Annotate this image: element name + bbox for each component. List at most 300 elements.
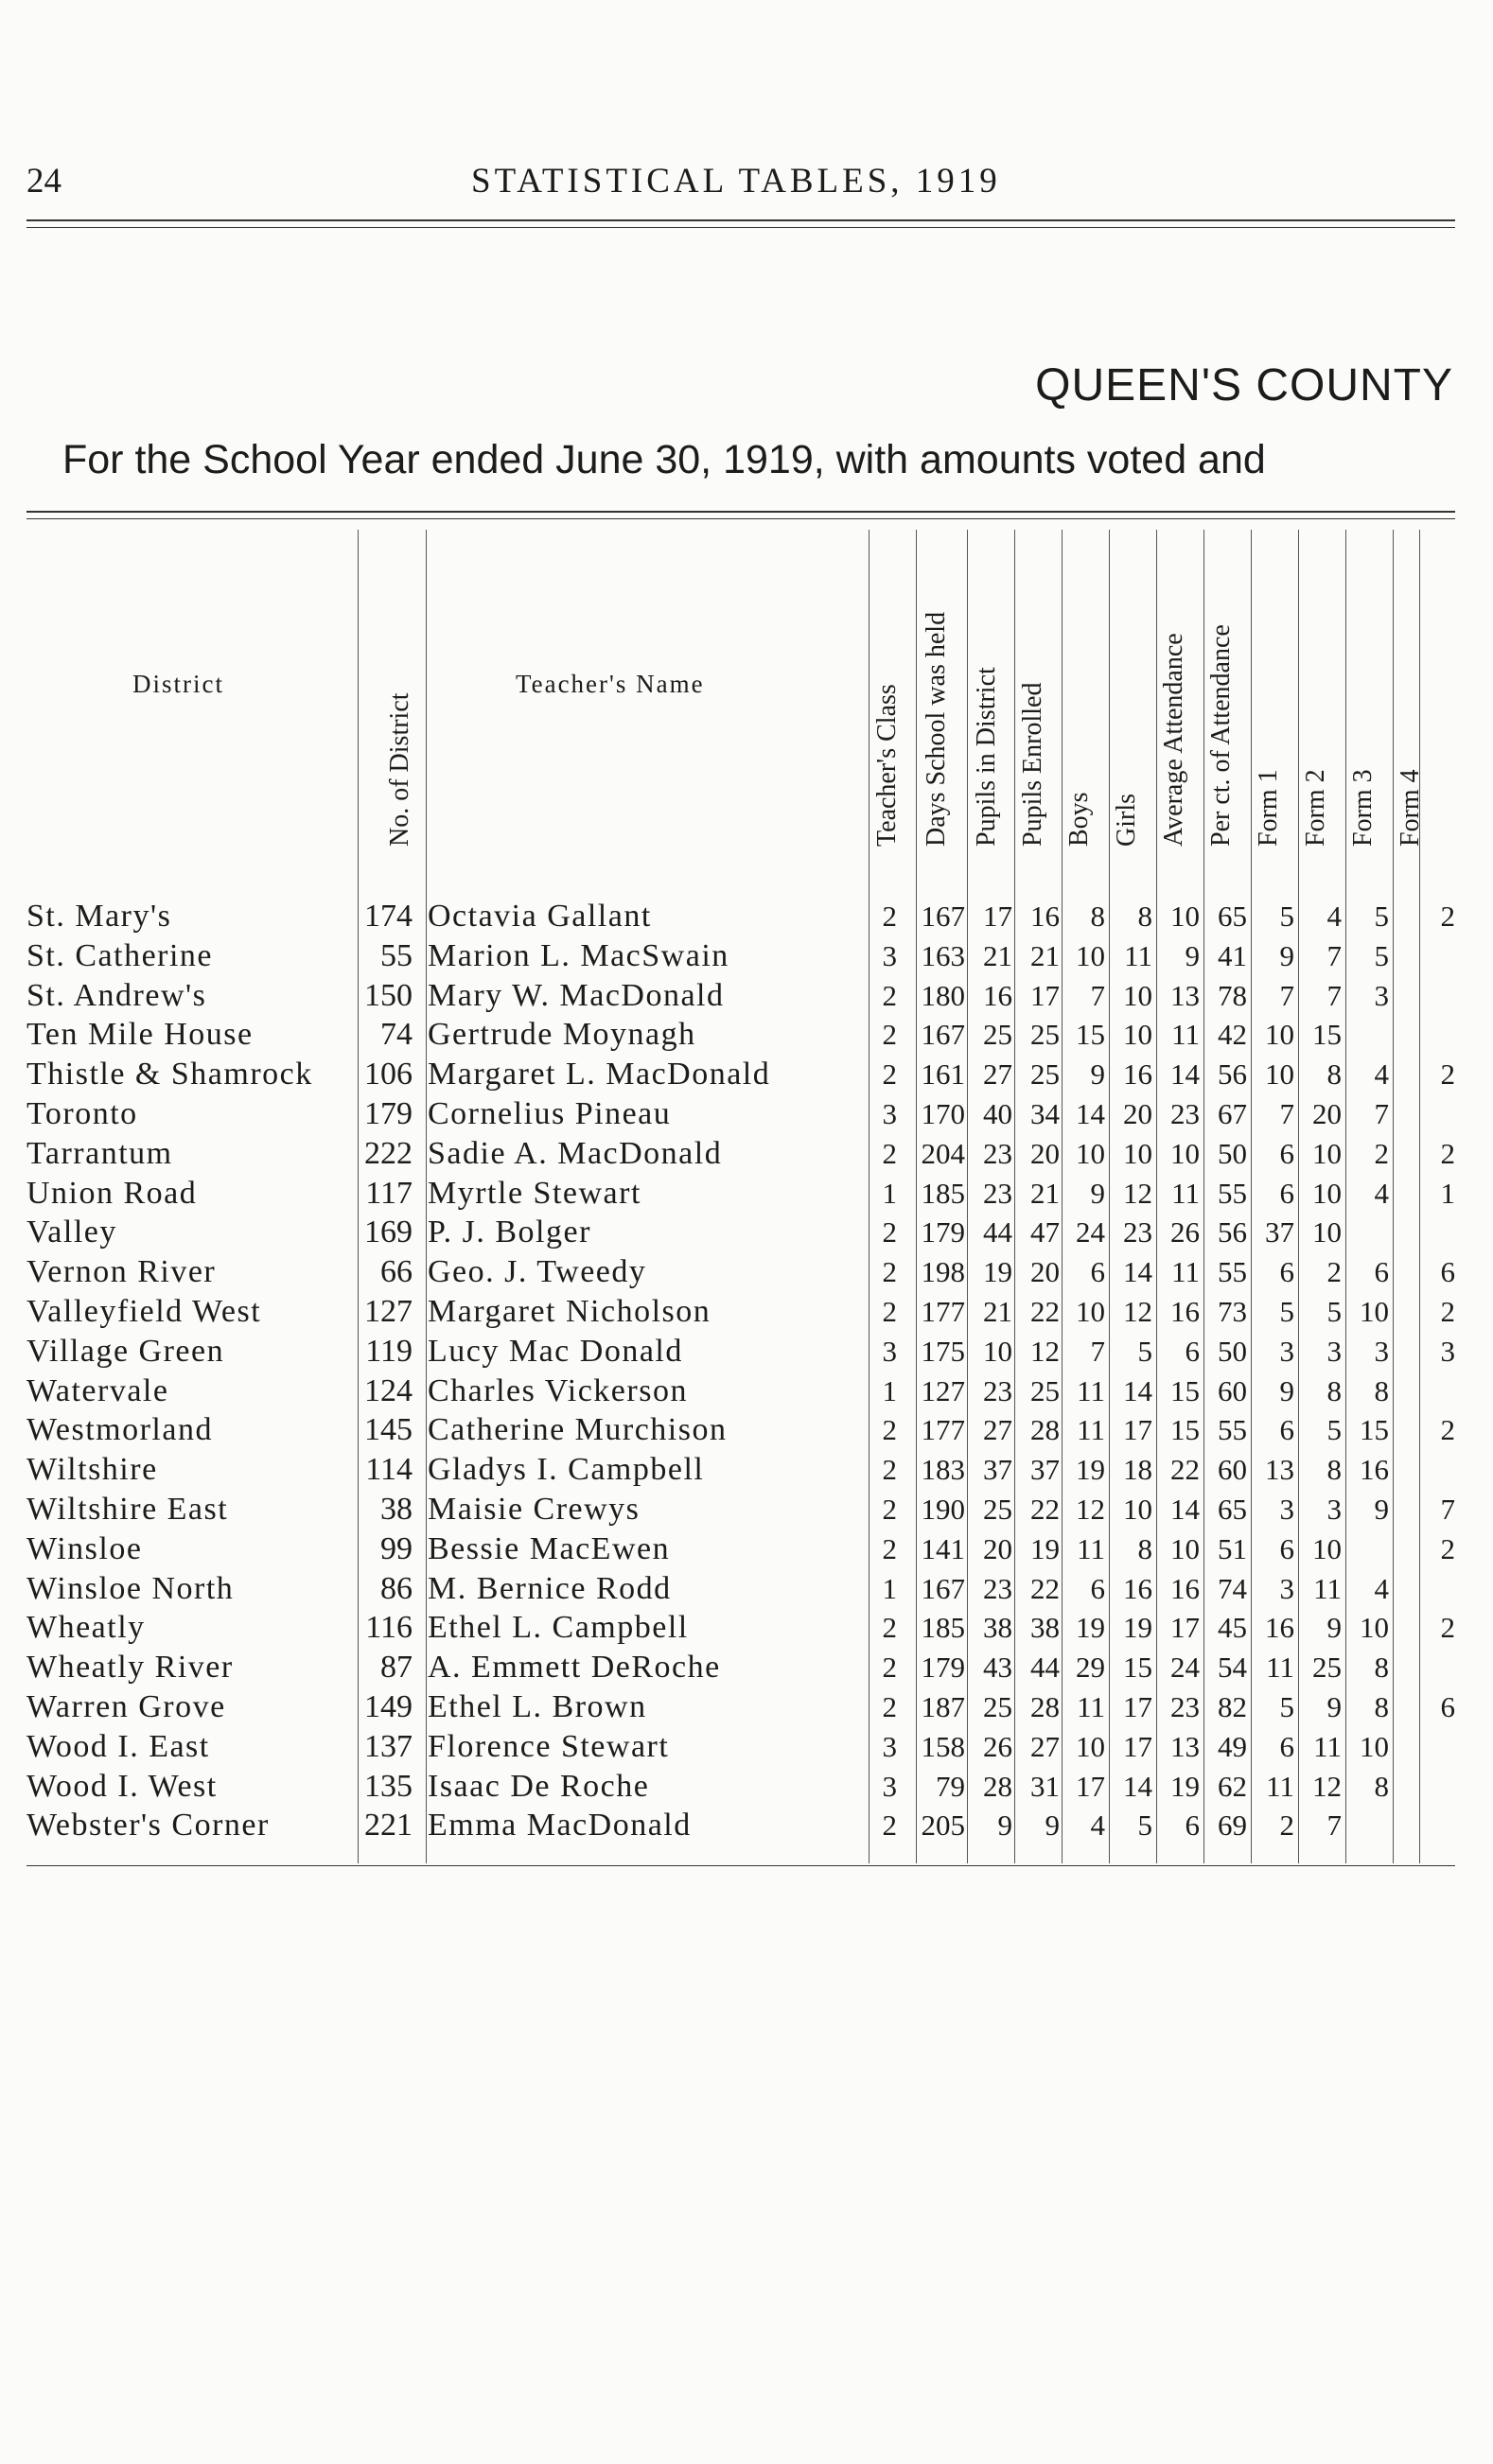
- cell-district: Westmorland: [26, 1412, 213, 1448]
- cell-enr: 37: [1030, 1453, 1060, 1487]
- header-rule-thin: [26, 227, 1455, 228]
- running-title: STATISTICAL TABLES, 1919: [471, 162, 1001, 201]
- cell-f4: 7: [1440, 1493, 1455, 1526]
- cell-cls: 2: [882, 1690, 897, 1723]
- cell-enr: 20: [1030, 1136, 1060, 1170]
- cell-no-of-district: 114: [365, 1452, 413, 1488]
- cell-no-of-district: 145: [364, 1412, 413, 1448]
- cell-f1: 5: [1279, 1690, 1294, 1723]
- cell-pid: 16: [983, 978, 1012, 1012]
- cell-f1: 6: [1279, 1176, 1294, 1210]
- cell-f1: 7: [1279, 978, 1294, 1012]
- cell-f3: 8: [1374, 1373, 1389, 1407]
- cell-avg: 23: [1170, 1097, 1200, 1130]
- table-row: [0, 1608, 1493, 1648]
- cell-avg: 13: [1170, 978, 1200, 1012]
- cell-cls: 3: [882, 1334, 897, 1368]
- cell-f2: 9: [1326, 1690, 1342, 1723]
- cell-enr: 21: [1030, 938, 1060, 972]
- cell-f2: 7: [1326, 978, 1342, 1012]
- cell-pid: 44: [983, 1215, 1012, 1249]
- cell-boys: 29: [1076, 1651, 1105, 1685]
- cell-f4: 3: [1440, 1334, 1455, 1368]
- cell-f2: 5: [1326, 1295, 1342, 1328]
- cell-girls: 5: [1137, 1809, 1152, 1843]
- table-row: [0, 1569, 1493, 1609]
- cell-enr: 16: [1030, 900, 1060, 933]
- cell-f1: 6: [1279, 1413, 1294, 1447]
- cell-days: 185: [921, 1176, 965, 1210]
- cell-district: Winsloe: [26, 1530, 143, 1566]
- cell-days: 179: [921, 1651, 965, 1685]
- header-no-of-district: No. of District: [385, 692, 414, 847]
- cell-pct: 55: [1218, 1176, 1247, 1210]
- header-teachers-class: Teacher's Class: [872, 684, 902, 847]
- cell-cls: 2: [882, 978, 897, 1012]
- cell-f4: [1398, 936, 1455, 976]
- cell-pct: 74: [1218, 1571, 1247, 1605]
- cell-pid: 25: [983, 1493, 1012, 1526]
- table-row: [0, 1410, 1493, 1450]
- cell-pct: 56: [1218, 1215, 1247, 1249]
- cell-pid: 23: [983, 1571, 1012, 1605]
- cell-f3: 8: [1374, 1690, 1389, 1723]
- cell-enr: 34: [1030, 1097, 1060, 1130]
- cell-f2: 12: [1312, 1769, 1342, 1803]
- cell-boys: 19: [1076, 1611, 1105, 1645]
- cell-boys: 10: [1076, 938, 1105, 972]
- cell-boys: 6: [1090, 1571, 1105, 1605]
- table-row: [0, 1806, 1493, 1845]
- cell-f4: 6: [1440, 1255, 1455, 1289]
- cell-cls: 2: [882, 1531, 897, 1565]
- cell-f1: 7: [1279, 1097, 1294, 1130]
- cell-girls: 10: [1123, 978, 1152, 1012]
- cell-pid: 23: [983, 1136, 1012, 1170]
- table-row: [0, 1727, 1493, 1767]
- cell-f2: 11: [1313, 1571, 1342, 1605]
- cell-pct: 67: [1218, 1097, 1247, 1130]
- cell-f3: 2: [1374, 1136, 1389, 1170]
- table-row: [0, 1372, 1493, 1411]
- table-row: [0, 1134, 1493, 1174]
- cell-cls: 3: [882, 1097, 897, 1130]
- cell-girls: 15: [1123, 1651, 1152, 1685]
- table-row: [0, 976, 1493, 1016]
- cell-pct: 55: [1218, 1413, 1247, 1447]
- table-row: [0, 1055, 1493, 1094]
- cell-f1: 5: [1279, 1295, 1294, 1328]
- cell-girls: 10: [1123, 1018, 1152, 1052]
- cell-district: Toronto: [26, 1096, 138, 1131]
- cell-girls: 17: [1123, 1690, 1152, 1723]
- cell-cls: 2: [882, 1413, 897, 1447]
- cell-enr: 22: [1030, 1295, 1060, 1328]
- cell-f2: 25: [1312, 1651, 1342, 1685]
- cell-enr: 9: [1045, 1809, 1060, 1843]
- header-form-4: Form 4: [1396, 769, 1425, 847]
- cell-days: 177: [921, 1295, 965, 1328]
- cell-f1: 37: [1265, 1215, 1294, 1249]
- cell-teacher-name: Margaret L. MacDonald: [428, 1057, 771, 1092]
- cell-pct: 73: [1218, 1295, 1247, 1328]
- cell-f1: 10: [1265, 1018, 1294, 1052]
- cell-f3: 3: [1374, 1334, 1389, 1368]
- cell-pct: 60: [1218, 1373, 1247, 1407]
- cell-cls: 2: [882, 1057, 897, 1092]
- cell-boys: 6: [1090, 1255, 1105, 1289]
- cell-teacher-name: A. Emmett DeRoche: [428, 1650, 721, 1686]
- cell-boys: 11: [1077, 1413, 1105, 1447]
- cell-pid: 28: [983, 1769, 1012, 1803]
- table-row: [0, 1529, 1493, 1569]
- table-row: [0, 1687, 1493, 1727]
- cell-f2: 9: [1326, 1611, 1342, 1645]
- cell-cls: 1: [882, 1373, 897, 1407]
- cell-girls: 14: [1123, 1255, 1152, 1289]
- cell-pct: 62: [1218, 1769, 1247, 1803]
- cell-f2: 5: [1326, 1413, 1342, 1447]
- cell-f1: 10: [1265, 1057, 1294, 1092]
- cell-cls: 2: [882, 1018, 897, 1052]
- cell-boys: 11: [1077, 1373, 1105, 1407]
- header-form-2: Form 2: [1301, 769, 1330, 847]
- cell-district: Winsloe North: [26, 1570, 235, 1606]
- cell-district: Thistle & Shamrock: [26, 1057, 313, 1092]
- header-rule: [26, 219, 1455, 221]
- cell-days: 175: [921, 1334, 965, 1368]
- cell-district: Wiltshire East: [26, 1492, 229, 1527]
- cell-pct: 65: [1218, 1493, 1247, 1526]
- cell-girls: 23: [1123, 1215, 1152, 1249]
- cell-girls: 5: [1137, 1334, 1152, 1368]
- cell-girls: 18: [1123, 1453, 1152, 1487]
- cell-pct: 60: [1218, 1453, 1247, 1487]
- cell-boys: 4: [1090, 1809, 1105, 1843]
- header-form-3: Form 3: [1348, 769, 1378, 847]
- cell-teacher-name: P. J. Bolger: [428, 1215, 591, 1250]
- cell-district: Valleyfield West: [26, 1294, 262, 1329]
- cell-f1: 6: [1279, 1136, 1294, 1170]
- cell-boys: 14: [1076, 1097, 1105, 1130]
- cell-boys: 8: [1090, 900, 1105, 933]
- table-row: [0, 1450, 1493, 1490]
- cell-district: Watervale: [26, 1372, 169, 1408]
- cell-f4: [1398, 1015, 1455, 1055]
- header-boys: Boys: [1064, 792, 1094, 847]
- cell-days: 167: [921, 900, 965, 933]
- cell-f4: [1398, 1648, 1455, 1687]
- cell-avg: 15: [1170, 1373, 1200, 1407]
- cell-teacher-name: Cornelius Pineau: [428, 1096, 672, 1131]
- cell-boys: 15: [1076, 1018, 1105, 1052]
- header-days-school-held: Days School was held: [922, 611, 951, 847]
- cell-cls: 2: [882, 1651, 897, 1685]
- table-row: [0, 1252, 1493, 1292]
- county-title: QUEEN'S COUNTY: [1035, 360, 1453, 411]
- cell-avg: 16: [1170, 1295, 1200, 1328]
- cell-no-of-district: 169: [364, 1215, 413, 1250]
- cell-teacher-name: Marion L. MacSwain: [428, 937, 729, 973]
- cell-girls: 8: [1137, 1531, 1152, 1565]
- header-girls: Girls: [1112, 794, 1141, 847]
- cell-district: Vernon River: [26, 1254, 217, 1290]
- cell-enr: 47: [1030, 1215, 1060, 1249]
- cell-district: St. Mary's: [26, 899, 172, 934]
- cell-no-of-district: 179: [364, 1096, 413, 1131]
- cell-f4: [1398, 1727, 1455, 1767]
- cell-f3: 8: [1374, 1651, 1389, 1685]
- cell-avg: 17: [1170, 1611, 1200, 1645]
- cell-pct: 54: [1218, 1651, 1247, 1685]
- cell-girls: 16: [1123, 1571, 1152, 1605]
- cell-f1: 3: [1279, 1334, 1294, 1368]
- cell-girls: 17: [1123, 1413, 1152, 1447]
- cell-cls: 2: [882, 1493, 897, 1526]
- cell-pct: 42: [1218, 1018, 1247, 1052]
- cell-f4: [1398, 1767, 1455, 1807]
- cell-boys: 11: [1077, 1531, 1105, 1565]
- cell-pid: 23: [983, 1176, 1012, 1210]
- cell-f2: 8: [1326, 1453, 1342, 1487]
- cell-f1: 13: [1265, 1453, 1294, 1487]
- cell-f3: [1347, 1806, 1389, 1845]
- cell-avg: 14: [1170, 1493, 1200, 1526]
- cell-f1: 9: [1279, 938, 1294, 972]
- cell-cls: 2: [882, 1453, 897, 1487]
- cell-teacher-name: Mary W. MacDonald: [428, 977, 725, 1013]
- cell-pid: 38: [983, 1611, 1012, 1645]
- cell-boys: 19: [1076, 1453, 1105, 1487]
- cell-f4: 2: [1440, 1057, 1455, 1092]
- cell-boys: 17: [1076, 1769, 1105, 1803]
- cell-enr: 19: [1030, 1531, 1060, 1565]
- cell-boys: 10: [1076, 1295, 1105, 1328]
- cell-district: Wood I. West: [26, 1768, 218, 1804]
- cell-teacher-name: Isaac De Roche: [428, 1768, 650, 1804]
- cell-teacher-name: Catherine Murchison: [428, 1412, 728, 1448]
- cell-cls: 2: [882, 1611, 897, 1645]
- cell-teacher-name: Octavia Gallant: [428, 899, 652, 934]
- cell-f2: 10: [1312, 1176, 1342, 1210]
- cell-no-of-district: 127: [364, 1294, 413, 1329]
- cell-no-of-district: 74: [380, 1017, 413, 1053]
- cell-cls: 1: [882, 1571, 897, 1605]
- header-district: District: [132, 670, 224, 698]
- cell-girls: 12: [1123, 1176, 1152, 1210]
- cell-avg: 19: [1170, 1769, 1200, 1803]
- header-average-attendance: Average Attendance: [1159, 633, 1188, 847]
- cell-f3: 16: [1360, 1453, 1389, 1487]
- cell-f3: 7: [1374, 1097, 1389, 1130]
- cell-f1: 9: [1279, 1373, 1294, 1407]
- cell-teacher-name: Gertrude Moynagh: [428, 1017, 696, 1053]
- cell-no-of-district: 119: [365, 1333, 413, 1369]
- header-teacher-name: Teacher's Name: [516, 670, 705, 698]
- table-bottom-rule: [26, 1865, 1455, 1866]
- table-row: [0, 1490, 1493, 1529]
- cell-district: Wood I. East: [26, 1728, 210, 1764]
- cell-enr: 22: [1030, 1571, 1060, 1605]
- table-row: [0, 1332, 1493, 1372]
- cell-f4: [1398, 1213, 1455, 1252]
- cell-teacher-name: Maisie Crewys: [428, 1492, 641, 1527]
- table-row: [0, 1648, 1493, 1687]
- cell-days: 141: [921, 1531, 965, 1565]
- cell-f1: 3: [1279, 1493, 1294, 1526]
- header-per-ct-attendance: Per ct. of Attendance: [1206, 624, 1236, 847]
- table-row: [0, 1292, 1493, 1332]
- page-number: 24: [26, 162, 61, 201]
- cell-district: Tarrantum: [26, 1135, 173, 1171]
- cell-avg: 22: [1170, 1453, 1200, 1487]
- cell-f3: 6: [1374, 1255, 1389, 1289]
- cell-girls: 16: [1123, 1057, 1152, 1092]
- cell-days: 167: [921, 1018, 965, 1052]
- header-pupils-enrolled: Pupils Enrolled: [1018, 682, 1047, 847]
- cell-teacher-name: Charles Vickerson: [428, 1372, 688, 1408]
- cell-days: 185: [921, 1611, 965, 1645]
- cell-f4: [1398, 1806, 1455, 1845]
- cell-days: 204: [921, 1136, 965, 1170]
- cell-f2: 15: [1312, 1018, 1342, 1052]
- cell-days: 198: [921, 1255, 965, 1289]
- cell-no-of-district: 66: [380, 1254, 413, 1290]
- cell-cls: 1: [882, 1176, 897, 1210]
- cell-girls: 11: [1124, 938, 1152, 972]
- cell-avg: 23: [1170, 1690, 1200, 1723]
- cell-enr: 28: [1030, 1413, 1060, 1447]
- cell-pid: 21: [983, 1295, 1012, 1328]
- cell-enr: 38: [1030, 1611, 1060, 1645]
- cell-girls: 20: [1123, 1097, 1152, 1130]
- cell-f4: [1398, 1372, 1455, 1411]
- cell-pid: 27: [983, 1413, 1012, 1447]
- cell-teacher-name: Margaret Nicholson: [428, 1294, 711, 1329]
- cell-f3: 8: [1374, 1769, 1389, 1803]
- cell-avg: 24: [1170, 1651, 1200, 1685]
- cell-pid: 37: [983, 1453, 1012, 1487]
- cell-f2: 8: [1326, 1373, 1342, 1407]
- cell-f4: 2: [1440, 1531, 1455, 1565]
- cell-avg: 10: [1170, 1531, 1200, 1565]
- cell-cls: 3: [882, 1729, 897, 1763]
- cell-f4: 1: [1440, 1176, 1455, 1210]
- cell-pct: 41: [1218, 938, 1247, 972]
- table-subtitle: For the School Year ended June 30, 1919, with amounts voted and: [62, 437, 1266, 482]
- cell-no-of-district: 55: [380, 937, 413, 973]
- cell-days: 167: [921, 1571, 965, 1605]
- cell-pid: 27: [983, 1057, 1012, 1092]
- cell-f1: 6: [1279, 1531, 1294, 1565]
- table-row: [0, 1767, 1493, 1807]
- cell-f4: 2: [1440, 900, 1455, 933]
- cell-pct: 51: [1218, 1531, 1247, 1565]
- cell-no-of-district: 106: [364, 1057, 413, 1092]
- cell-f2: 11: [1313, 1729, 1342, 1763]
- cell-avg: 10: [1170, 900, 1200, 933]
- cell-f3: [1347, 1015, 1389, 1055]
- cell-enr: 27: [1030, 1729, 1060, 1763]
- table-top-rule-thin: [26, 518, 1455, 519]
- cell-enr: 28: [1030, 1690, 1060, 1723]
- cell-days: 177: [921, 1413, 965, 1447]
- cell-avg: 10: [1170, 1136, 1200, 1170]
- cell-f3: [1347, 1529, 1389, 1569]
- cell-boys: 24: [1076, 1215, 1105, 1249]
- cell-pid: 10: [983, 1334, 1012, 1368]
- cell-f1: 11: [1266, 1651, 1294, 1685]
- cell-teacher-name: Geo. J. Tweedy: [428, 1254, 647, 1290]
- table-top-rule: [26, 511, 1455, 513]
- table-row: [0, 897, 1493, 936]
- cell-teacher-name: Gladys I. Campbell: [428, 1452, 705, 1488]
- cell-girls: 14: [1123, 1373, 1152, 1407]
- cell-enr: 25: [1030, 1057, 1060, 1092]
- cell-avg: 26: [1170, 1215, 1200, 1249]
- cell-days: 127: [921, 1373, 965, 1407]
- cell-enr: 25: [1030, 1018, 1060, 1052]
- cell-boys: 12: [1076, 1493, 1105, 1526]
- cell-teacher-name: Bessie MacEwen: [428, 1530, 671, 1566]
- cell-boys: 7: [1090, 978, 1105, 1012]
- cell-teacher-name: Emma MacDonald: [428, 1808, 692, 1844]
- cell-district: Wheatly: [26, 1610, 146, 1646]
- table-row: [0, 1015, 1493, 1055]
- running-head: [26, 161, 1455, 208]
- cell-avg: 11: [1171, 1176, 1200, 1210]
- cell-pid: 25: [983, 1018, 1012, 1052]
- cell-district: Warren Grove: [26, 1689, 226, 1724]
- cell-cls: 2: [882, 1295, 897, 1328]
- cell-no-of-district: 174: [364, 899, 413, 934]
- table-row: [0, 1213, 1493, 1252]
- cell-district: St. Catherine: [26, 937, 214, 973]
- cell-days: 190: [921, 1493, 965, 1526]
- cell-f3: 10: [1360, 1729, 1389, 1763]
- cell-no-of-district: 135: [364, 1768, 413, 1804]
- cell-f1: 6: [1279, 1729, 1294, 1763]
- cell-enr: 20: [1030, 1255, 1060, 1289]
- cell-pct: 50: [1218, 1136, 1247, 1170]
- table-row: [0, 936, 1493, 976]
- cell-f3: 3: [1374, 978, 1389, 1012]
- cell-days: 170: [921, 1097, 965, 1130]
- cell-pid: 23: [983, 1373, 1012, 1407]
- cell-f4: 2: [1440, 1136, 1455, 1170]
- cell-pid: 40: [983, 1097, 1012, 1130]
- cell-district: Valley: [26, 1215, 117, 1250]
- cell-teacher-name: M. Bernice Rodd: [428, 1570, 672, 1606]
- cell-no-of-district: 149: [364, 1689, 413, 1724]
- cell-district: Webster's Corner: [26, 1808, 270, 1844]
- cell-district: Ten Mile House: [26, 1017, 254, 1053]
- cell-teacher-name: Lucy Mac Donald: [428, 1333, 683, 1369]
- cell-f2: 10: [1312, 1136, 1342, 1170]
- cell-avg: 15: [1170, 1413, 1200, 1447]
- cell-avg: 6: [1185, 1334, 1200, 1368]
- cell-enr: 25: [1030, 1373, 1060, 1407]
- cell-avg: 11: [1171, 1018, 1200, 1052]
- cell-f3: 10: [1360, 1295, 1389, 1328]
- cell-f3: 9: [1374, 1493, 1389, 1526]
- cell-pid: 25: [983, 1690, 1012, 1723]
- cell-pid: 17: [983, 900, 1012, 933]
- cell-cls: 2: [882, 1215, 897, 1249]
- cell-district: St. Andrew's: [26, 977, 207, 1013]
- cell-boys: 10: [1076, 1136, 1105, 1170]
- cell-f2: 20: [1312, 1097, 1342, 1130]
